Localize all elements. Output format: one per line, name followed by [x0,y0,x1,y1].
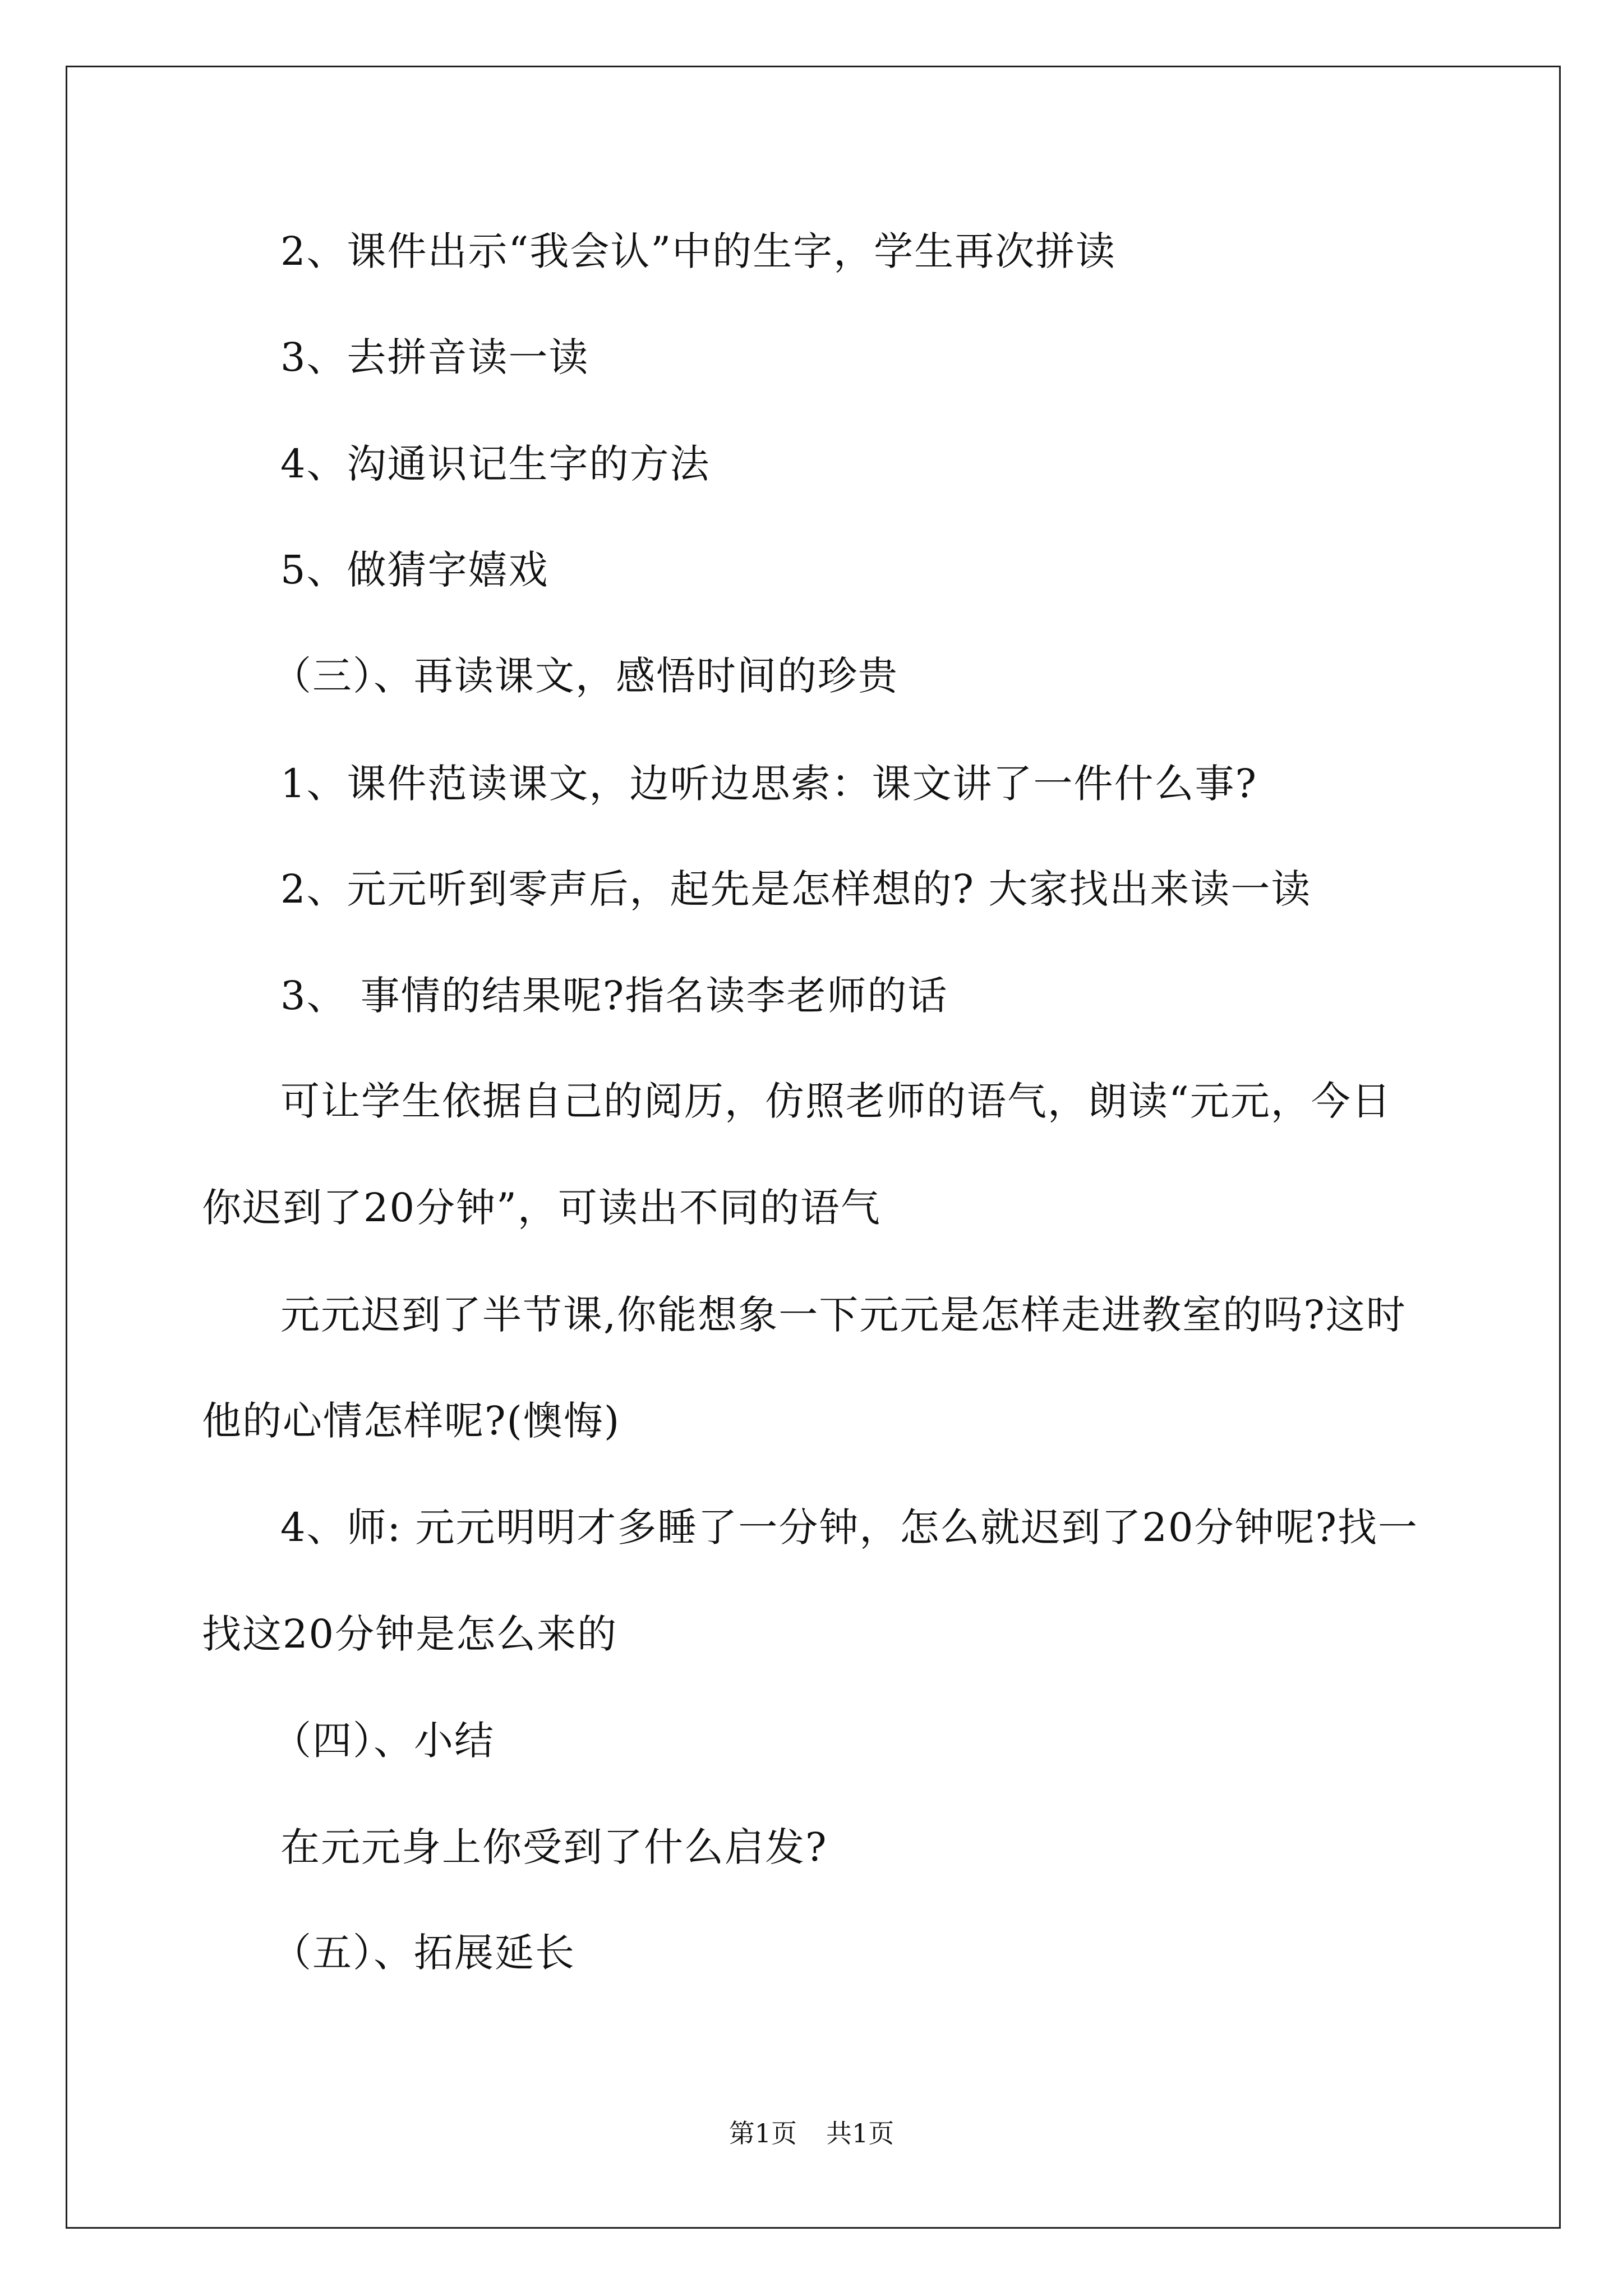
page-total: 共1页 [826,2118,895,2148]
step-5-line: 5、做猜字嬉戏 [280,547,549,593]
page-border [66,66,1561,2229]
section-3-heading: （三）、再读课文，感悟时间的珍贵 [272,653,898,699]
section-4-question-line: 在元元身上你受到了什么启发? [280,1824,828,1870]
paragraph-3-line-1: 4、师: 元元明明才多睡了一分钟，怎么就迟到了20分钟呢?找一 [280,1504,1418,1550]
section-3-step-3-line: 3、 事情的结果呢?指名读李老师的话 [280,973,948,1019]
paragraph-1-line-1: 可让学生依据自己的阅历，仿照老师的语气，朗读“元元，今日 [280,1078,1392,1124]
step-4-line: 4、沟通识记生字的方法 [280,441,711,487]
paragraph-1-line-2: 你迟到了20分钟”，可读出不同的语气 [202,1185,881,1231]
paragraph-2-line-2: 他的心情怎样呢?(懊悔) [202,1398,621,1444]
section-5-heading: （五）、拓展延长 [272,1930,575,1976]
section-3-step-1-line: 1、课件范读课文，边听边思索：课文讲了一件什么事? [280,761,1258,807]
step-3-line: 3、去拼音读一读 [280,334,589,380]
paragraph-2-line-1: 元元迟到了半节课,你能想象一下元元是怎样走进教室的吗?这时 [280,1292,1407,1338]
paragraph-3-line-2: 找这20分钟是怎么来的 [202,1611,618,1657]
page-footer [0,2116,1623,2150]
page-number: 第1页 [728,2118,797,2148]
section-3-step-2-line: 2、元元听到零声后，起先是怎样想的? 大家找出来读一读 [280,866,1312,912]
section-4-heading: （四）、小结 [272,1718,495,1764]
step-2-courseware-line: 2、课件出示“我会认”中的生字，学生再次拼读 [280,228,1117,274]
